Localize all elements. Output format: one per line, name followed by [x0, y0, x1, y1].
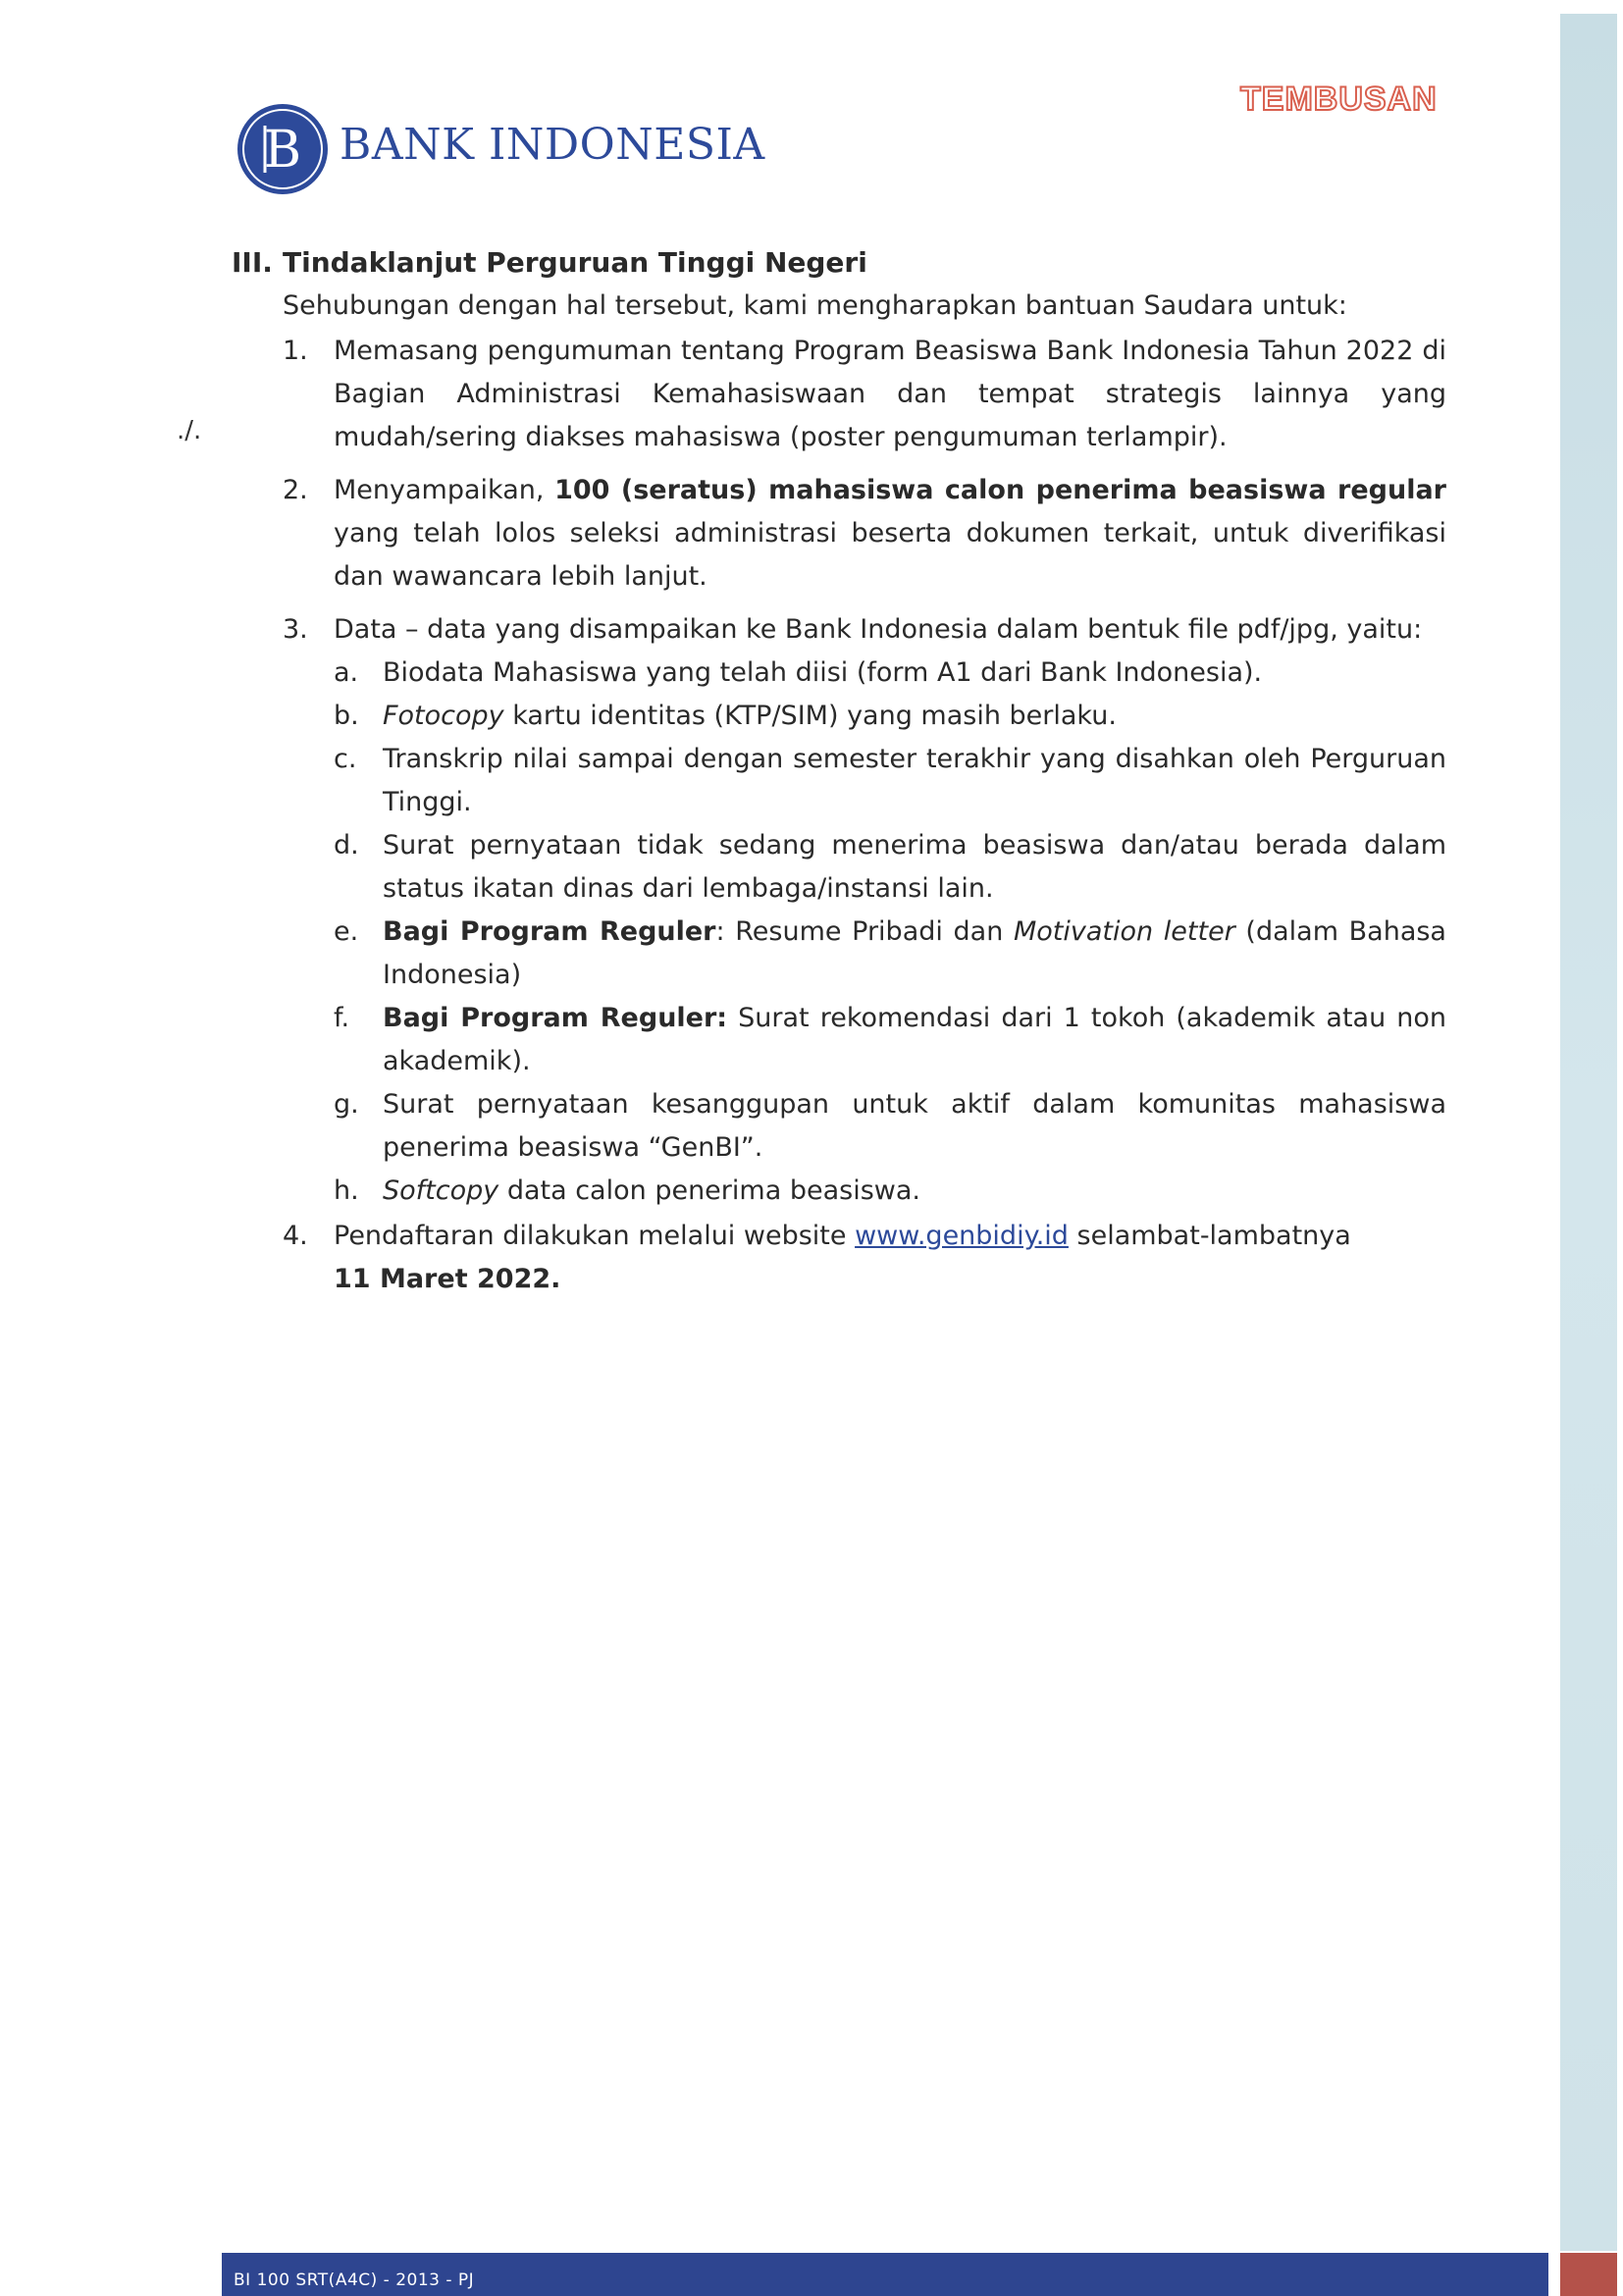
side-strip	[1560, 14, 1617, 2251]
sub-list-item: d. Surat pernyataan tidak sedang menerima beasiswa dan/atau berada dalam status ikatan dinas dari lembaga/instansi lain.	[334, 830, 1446, 904]
list-item: 2. Menyampaikan, 100 (seratus) mahasiswa calon penerima beasiswa regular yang telah lolos seleksi administrasi beserta dokumen terkait, untuk diverifikasi dan wawancara lebih lanjut.	[283, 475, 1446, 592]
sub-list-item: c. Transkrip nilai sampai dengan semester terakhir yang disahkan oleh Perguruan Tinggi.	[334, 744, 1446, 817]
list-item: 1. Memasang pengumuman tentang Program Beasiswa Bank Indonesia Tahun 2022 di Bagian Administrasi Kemahasiswaan dan tempat strategis lainnya yang mudah/sering diakses mahasiswa (poster pengumuman terlampir).	[283, 336, 1446, 452]
list-item: 4. Pendaftaran dilakukan melalui website www.genbidiy.id selambat-lambatnya 11 Maret 2022.	[283, 1221, 1351, 1294]
logo-wordmark: BANK INDONESIA	[340, 120, 765, 170]
sub-list-item: a. Biodata Mahasiswa yang telah diisi (form A1 dari Bank Indonesia).	[334, 657, 1263, 688]
logo-emblem-letter: B	[263, 121, 302, 180]
letter-body	[232, 241, 1446, 1301]
margin-mark: ./.	[177, 416, 202, 445]
sub-list-item: b. Fotocopy kartu identitas (KTP/SIM) yang masih berlaku.	[334, 701, 1117, 731]
genbi-website-link[interactable]: www.genbidiy.id	[855, 1221, 1069, 1251]
section-number: III.	[232, 246, 273, 279]
section-intro: Sehubungan dengan hal tersebut, kami mengharapkan bantuan Saudara untuk:	[283, 290, 1347, 321]
list-item: 3. Data – data yang disampaikan ke Bank Indonesia dalam bentuk file pdf/jpg, yaitu:	[283, 614, 1423, 645]
sub-list-item: e. Bagi Program Reguler: Resume Pribadi dan Motivation letter (dalam Bahasa Indonesia)	[334, 916, 1446, 990]
sub-list-item: h. Softcopy data calon penerima beasiswa.	[334, 1175, 920, 1206]
sub-list-item: f. Bagi Program Reguler: Surat rekomendasi dari 1 tokoh (akademik atau non akademik).	[334, 1003, 1446, 1076]
footer-accent	[1560, 2253, 1617, 2296]
bank-indonesia-logo-icon	[236, 102, 330, 196]
document-requirements-list	[334, 652, 1446, 1213]
form-code: BI 100 SRT(A4C) - 2013 - PJ	[234, 2270, 475, 2290]
tembusan-stamp: TEMBUSAN	[1240, 80, 1438, 118]
section-title: Tindaklanjut Perguruan Tinggi Negeri	[283, 246, 867, 279]
section-heading	[232, 241, 1446, 285]
sub-list-item: g. Surat pernyataan kesanggupan untuk aktif dalam komunitas mahasiswa penerima beasiswa “GenBI”.	[334, 1089, 1446, 1163]
